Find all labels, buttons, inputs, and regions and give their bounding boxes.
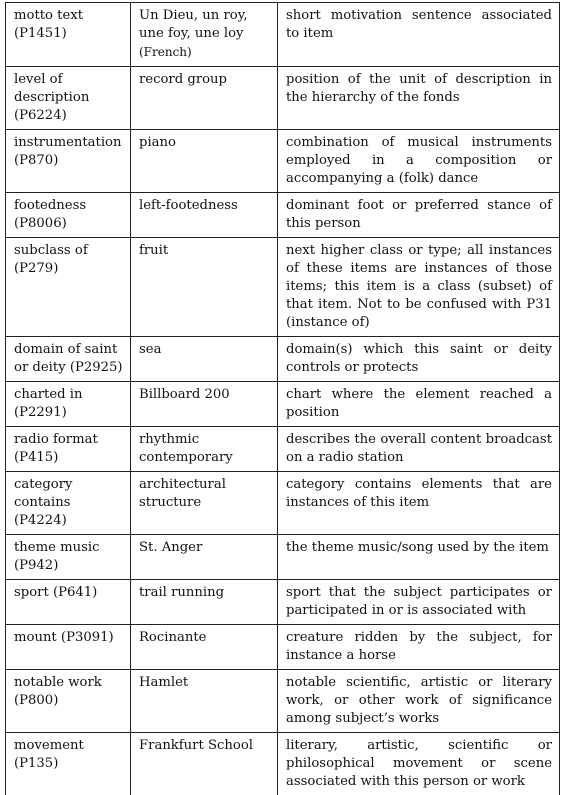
table-row xyxy=(6,625,560,670)
table-row xyxy=(6,535,560,580)
value-cell: rhythmic contemporary xyxy=(131,427,278,472)
value-cell: left-footedness xyxy=(131,193,278,238)
value-cell: record group xyxy=(131,67,278,130)
table-row xyxy=(6,427,560,472)
property-cell: sport (P641) xyxy=(6,580,131,625)
property-cell: level of description (P6224) xyxy=(6,67,131,130)
property-cell: radio format (P415) xyxy=(6,427,131,472)
property-cell: instrumentation (P870) xyxy=(6,130,131,193)
description-cell: chart where the element reached a position xyxy=(278,382,560,427)
description-cell: domain(s) which this saint or deity controls or protects xyxy=(278,337,560,382)
value-text: Un Dieu, un roy, une foy, une loy xyxy=(139,8,248,41)
table-row xyxy=(6,382,560,427)
property-cell: subclass of (P279) xyxy=(6,238,131,337)
table-row xyxy=(6,130,560,193)
value-cell: Billboard 200 xyxy=(131,382,278,427)
table-row xyxy=(6,670,560,733)
property-cell: charted in (P2291) xyxy=(6,382,131,427)
value-cell: Rocinante xyxy=(131,625,278,670)
description-cell: combination of musical instruments employed in a composition or accompanying a (folk) dance xyxy=(278,130,560,193)
language-note: (French) xyxy=(139,45,192,59)
property-cell: category contains (P4224) xyxy=(6,472,131,535)
description-cell: the theme music/song used by the item xyxy=(278,535,560,580)
property-cell: mount (P3091) xyxy=(6,625,131,670)
description-cell: describes the overall content broadcast on a radio station xyxy=(278,427,560,472)
property-cell: notable work (P800) xyxy=(6,670,131,733)
value-cell: St. Anger xyxy=(131,535,278,580)
table-row xyxy=(6,238,560,337)
table-row xyxy=(6,67,560,130)
table-row xyxy=(6,472,560,535)
property-cell: footedness (P8006) xyxy=(6,193,131,238)
property-cell: motto text (P1451) xyxy=(6,3,131,67)
value-cell: Hamlet xyxy=(131,670,278,733)
description-cell: creature ridden by the subject, for instance a horse xyxy=(278,625,560,670)
description-cell: literary, artistic, scientific or philosophical movement or scene associated with this person or work xyxy=(278,733,560,795)
description-cell: notable scientific, artistic or literary work, or other work of significance among subject’s works xyxy=(278,670,560,733)
description-cell: dominant foot or preferred stance of this person xyxy=(278,193,560,238)
value-cell: architectural structure xyxy=(131,472,278,535)
value-cell xyxy=(131,3,278,67)
description-cell: short motivation sentence associated to item xyxy=(278,3,560,67)
table-row xyxy=(6,337,560,382)
description-cell: position of the unit of description in the hierarchy of the fonds xyxy=(278,67,560,130)
property-cell: theme music (P942) xyxy=(6,535,131,580)
property-cell: domain of saint or deity (P2925) xyxy=(6,337,131,382)
description-cell: sport that the subject participates or participated in or is associated with xyxy=(278,580,560,625)
table-row xyxy=(6,733,560,795)
table-row xyxy=(6,580,560,625)
value-cell: sea xyxy=(131,337,278,382)
value-cell: trail running xyxy=(131,580,278,625)
description-cell: next higher class or type; all instances of these items are instances of those items; this item is a class (subset) of that item. Not to be confused with P31 (instance of) xyxy=(278,238,560,337)
table-row xyxy=(6,193,560,238)
table-row xyxy=(6,3,560,67)
value-cell: piano xyxy=(131,130,278,193)
property-cell: movement (P135) xyxy=(6,733,131,795)
value-cell: Frankfurt School xyxy=(131,733,278,795)
description-cell: category contains elements that are instances of this item xyxy=(278,472,560,535)
property-table xyxy=(5,2,560,795)
value-cell: fruit xyxy=(131,238,278,337)
